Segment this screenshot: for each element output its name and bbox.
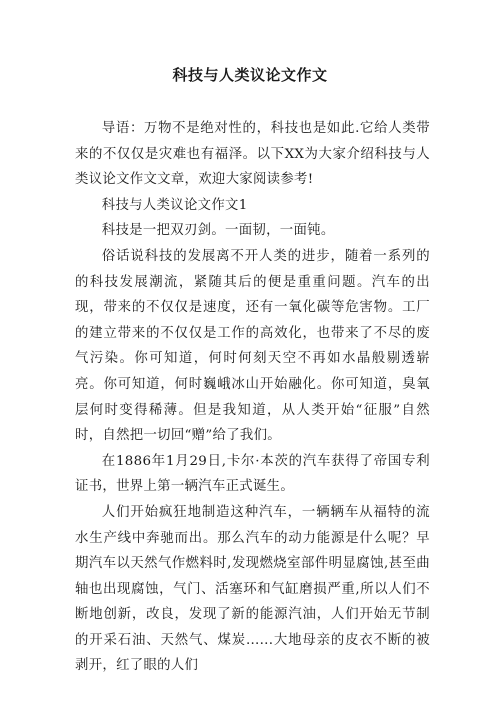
body-paragraph: 科技是一把双刃剑。一面韧，一面钝。 [101, 223, 335, 239]
section-heading: 科技与人类议论文作文1 [101, 197, 248, 213]
body-paragraph: 在1886年1月29日,卡尔·本茨的汽车获得了帝国专利证书，世界上第一辆汽车正式诞生。 [75, 453, 430, 495]
document-body [75, 116, 430, 679]
intro-paragraph: 导语：万物不是绝对性的，科技也是如此.它给人类带来的不仅仅是灾难也有福泽。以下XX为大家介绍科技与人类议论文作文文章，欢迎大家阅读参考! [75, 121, 430, 188]
body-paragraph: 人们开始疯狂地制造这种汽车，一辆辆车从福特的流水生产线中奔驰而出。那么汽车的动力能源是什么呢？早期汽车以天然气作燃料时,发现燃烧室部件明显腐蚀,甚至曲轴也出现腐蚀，气门、活塞环和气缸磨损严重,所以人们不断地创新，改良，发现了新的能源汽油，人们开始无节制的开采石油、天然气、煤炭......大地母亲的皮衣不断的被剥开，红了眼的人们 [75, 504, 430, 674]
document-title: 科技与人类议论文作文 [172, 66, 328, 84]
body-paragraph: 俗话说科技的发展离不开人类的进步，随着一系列的的科技发展潮流，紧随其后的便是重重问题。汽车的出现，带来的不仅仅是速度，还有一氧化碳等危害物。工厂的建立带来的不仅仅是工作的高效化，也带来了不尽的废气污染。你可知道，何时何刻天空不再如水晶般剔透崭亮。你可知道，何时巍峨冰山开始融化。你可知道，臭氧层何时变得稀薄。但是我知道，从人类开始“征服”自然时，自然把一切回“赠”给了我们。 [75, 248, 430, 444]
